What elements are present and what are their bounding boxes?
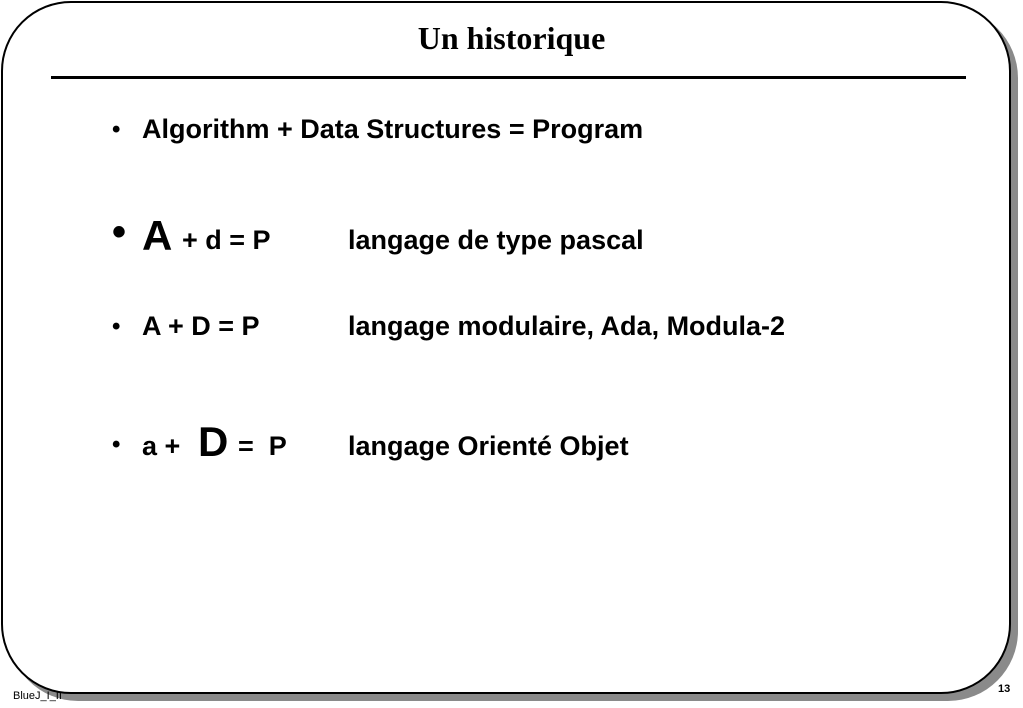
- formula-text: + d = P: [182, 225, 271, 255]
- bullet-description: langage Orienté Objet: [348, 431, 629, 461]
- formula-suffix: = P: [238, 431, 287, 461]
- formula-text: A + D = P: [142, 311, 260, 341]
- bullet-description: langage modulaire, Ada, Modula-2: [348, 311, 786, 341]
- bullet-marker: •: [112, 313, 121, 340]
- bullet-description: langage de type pascal: [348, 225, 644, 255]
- bullet-text: Algorithm + Data Structures = Program: [142, 114, 644, 144]
- formula-big-letter: A: [142, 212, 173, 259]
- formula-prefix: a +: [142, 431, 181, 461]
- bullet-marker: •: [112, 210, 127, 254]
- bullet-item-algorithm: [112, 102, 812, 152]
- bullet-item-oriente-objet: [112, 413, 812, 463]
- formula-big-letter: D: [198, 418, 229, 465]
- bullet-item-modulaire: [112, 300, 912, 350]
- page-number: 13: [998, 683, 1011, 695]
- bullet-marker: •: [112, 116, 121, 143]
- footer-course-label: BlueJ_I_II: [13, 690, 62, 702]
- title-divider: [51, 76, 966, 79]
- slide-title: Un historique: [417, 20, 606, 56]
- bullet-item-pascal: [112, 206, 812, 259]
- bullet-marker: •: [112, 431, 121, 458]
